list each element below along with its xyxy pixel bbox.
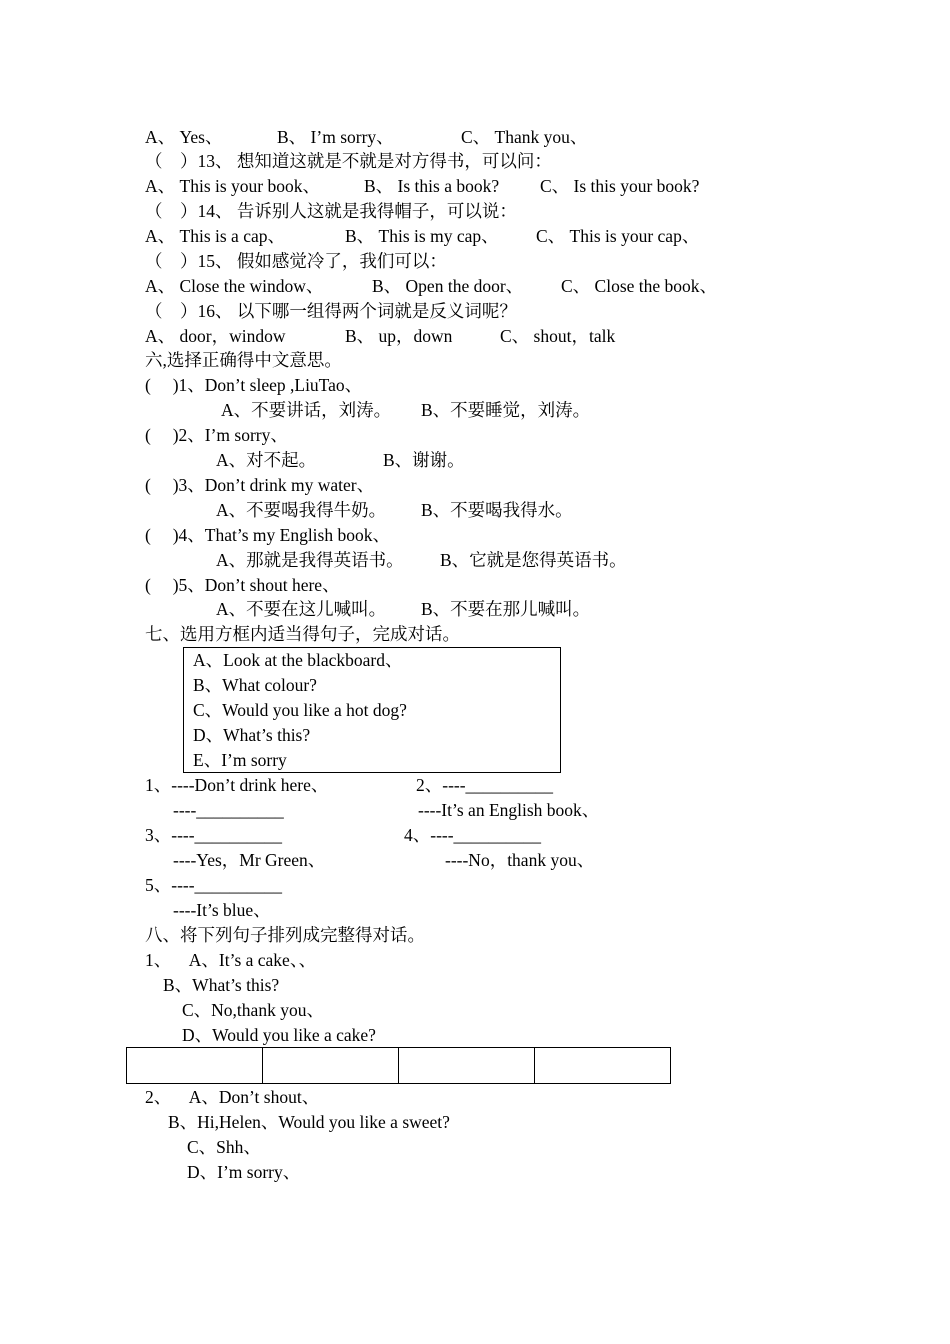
section6-option-4b: B、它就是您得英语书。	[440, 550, 627, 570]
q16-option-b: B、 up，down	[345, 326, 453, 346]
section6-question-1: ( )1、Don’t sleep ,LiuTao、	[145, 375, 363, 395]
sentence-box-item-a: A、Look at the blackboard、	[193, 650, 403, 670]
q14-option-b: B、 This is my cap、	[345, 226, 499, 246]
ordering-2-item-b: B、Hi,Helen、Would you like a sweet?	[168, 1112, 450, 1132]
section6-option-5a: A、不要在这儿喊叫。	[216, 599, 387, 619]
q12-option-b: B、 I’m sorry、	[277, 127, 394, 147]
q15-option-c: C、 Close the book、	[561, 276, 718, 296]
dialogue-3-line-1: 3、----__________	[145, 825, 283, 845]
section6-option-4a: A、那就是我得英语书。	[216, 550, 404, 570]
section6-title: 六,选择正确得中文意思。	[145, 350, 342, 370]
q13-option-a: A、 This is your book、	[145, 176, 320, 196]
q15-stem: （ ）15、 假如感觉冷了，我们可以：	[145, 251, 447, 271]
section6-option-1a: A、不要讲话，刘涛。	[221, 400, 392, 420]
sentence-box-item-c: C、Would you like a hot dog?	[193, 700, 407, 720]
ordering-2-item-a: 2、 A、Don’t shout、	[145, 1087, 320, 1107]
answer-cell[interactable]	[263, 1048, 399, 1084]
q13-option-b: B、 Is this a book?	[364, 176, 500, 196]
ordering-1-item-c: C、No,thank you、	[182, 1000, 324, 1020]
ordering-2-item-d: D、I’m sorry、	[187, 1162, 301, 1182]
section6-option-5b: B、不要在那儿喊叫。	[421, 599, 591, 619]
q15-option-b: B、 Open the door、	[372, 276, 524, 296]
q12-option-c: C、 Thank you、	[461, 127, 588, 147]
q15-option-a: A、 Close the window、	[145, 276, 324, 296]
q12-option-a: A、 Yes、	[145, 127, 223, 147]
q16-option-c: C、 shout，talk	[500, 326, 616, 346]
section6-option-1b: B、不要睡觉，刘涛。	[421, 400, 591, 420]
q14-option-c: C、 This is your cap、	[536, 226, 700, 246]
ordering-1-item-d: D、Would you like a cake?	[182, 1025, 376, 1045]
dialogue-2-line-2: ----It’s an English book、	[418, 800, 600, 820]
dialogue-3-line-2: ----Yes，Mr Green、	[173, 850, 326, 870]
section6-option-3a: A、不要喝我得牛奶。	[216, 500, 387, 520]
section6-question-4: ( )4、That’s my English book、	[145, 525, 390, 545]
sentence-box-item-b: B、What colour?	[193, 675, 317, 695]
q14-option-a: A、 This is a cap、	[145, 226, 285, 246]
answer-cell[interactable]	[399, 1048, 535, 1084]
dialogue-5-line-2: ----It’s blue、	[173, 900, 271, 920]
section6-option-3b: B、不要喝我得水。	[421, 500, 573, 520]
section6-option-2a: A、对不起。	[216, 450, 317, 470]
dialogue-5-line-1: 5、----__________	[145, 875, 283, 895]
section7-title: 七、选用方框内适当得句子，完成对话。	[145, 624, 460, 644]
section6-question-5: ( )5、Don’t shout here、	[145, 575, 340, 595]
sentence-box-item-d: D、What’s this?	[193, 725, 311, 745]
ordering-1-item-a: 1、 A、It’s a cake、、	[145, 950, 317, 970]
q13-option-c: C、 Is this your book?	[540, 176, 700, 196]
section6-option-2b: B、谢谢。	[383, 450, 465, 470]
sentence-box-item-e: E、I’m sorry	[193, 750, 287, 770]
section6-question-2: ( )2、I’m sorry、	[145, 425, 288, 445]
ordering-2-item-c: C、Shh、	[187, 1137, 261, 1157]
ordering-1-item-b: B、What’s this?	[163, 975, 280, 995]
answer-cell[interactable]	[535, 1048, 671, 1084]
dialogue-1-line-2: ----__________	[173, 800, 284, 820]
dialogue-1-line-1: 1、----Don’t drink here、	[145, 775, 329, 795]
q14-stem: （ ）14、 告诉别人这就是我得帽子，可以说：	[145, 201, 517, 221]
dialogue-4-line-2: ----No，thank you、	[445, 850, 595, 870]
q16-stem: （ ）16、 以下哪一组得两个词就是反义词呢？	[145, 301, 517, 321]
q13-stem: （ ）13、 想知道这就是不就是对方得书，可以问：	[145, 151, 552, 171]
section6-question-3: ( )3、Don’t drink my water、	[145, 475, 375, 495]
q16-option-a: A、 door，window	[145, 326, 286, 346]
dialogue-4-line-1: 4、----__________	[404, 825, 542, 845]
section8-title: 八、将下列句子排列成完整得对话。	[145, 925, 425, 945]
dialogue-2-line-1: 2、----__________	[416, 775, 554, 795]
answer-cell[interactable]	[127, 1048, 263, 1084]
answer-order-table	[126, 1047, 671, 1084]
